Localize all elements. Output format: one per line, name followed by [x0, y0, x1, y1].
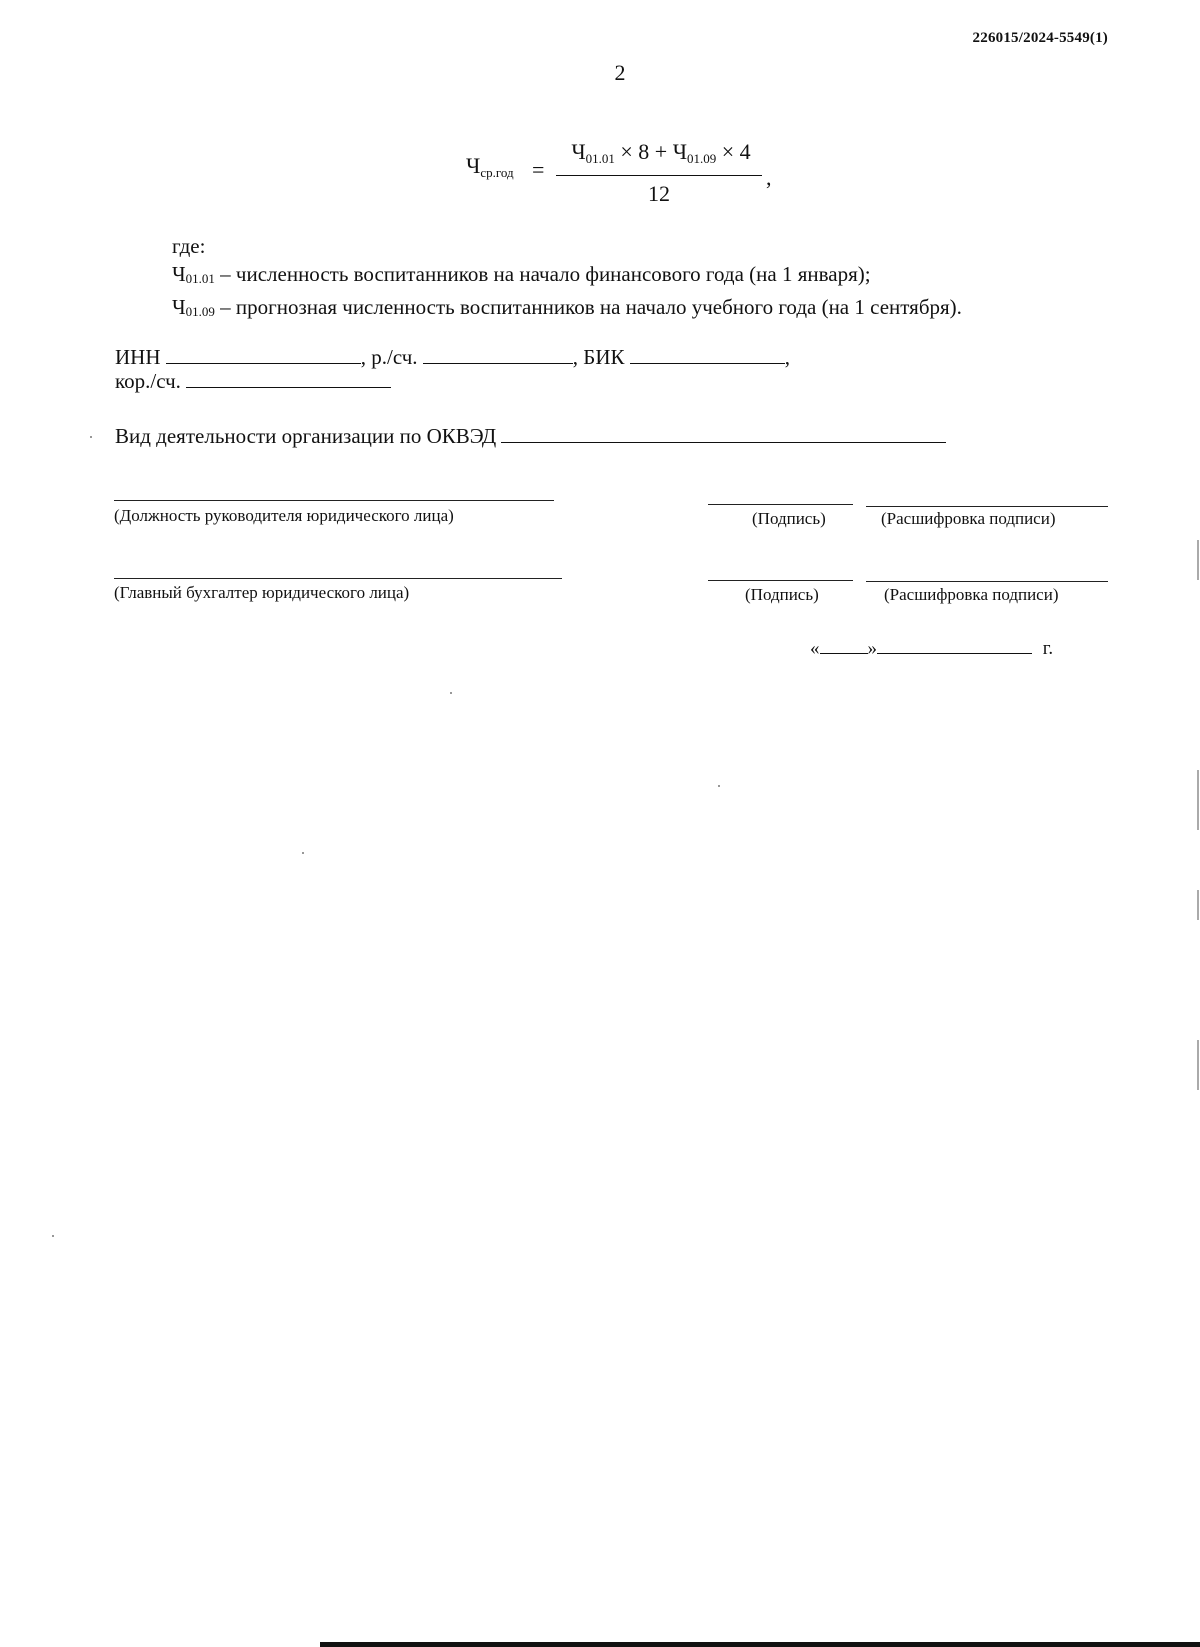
formula-num-middle: × 8 + [614, 139, 673, 164]
scan-speck [450, 692, 452, 694]
explanation-item-2 [172, 293, 962, 326]
formula-num-symbol-2: Ч [672, 139, 688, 164]
ks-field[interactable] [186, 369, 391, 388]
formula-fraction-bar [556, 175, 762, 176]
formula-numerator [556, 139, 766, 167]
requisites-line-2 [115, 369, 790, 393]
explanation-item-1-symbol: Ч [172, 262, 186, 286]
head-signature-line[interactable] [708, 504, 853, 505]
scan-speck [90, 436, 92, 438]
date-month-field[interactable] [877, 637, 1032, 654]
date-close-quote: » [867, 638, 877, 659]
accountant-decoding-line[interactable] [866, 581, 1108, 582]
explanation-item-1 [172, 260, 962, 293]
inn-field[interactable] [166, 345, 361, 364]
scan-bottom-edge [0, 1640, 1200, 1647]
scan-right-edge-marks [1194, 0, 1200, 1647]
document-id: 226015/2024-5549(1) [972, 30, 1108, 46]
formula-num-symbol-1: Ч [571, 139, 586, 164]
accountant-caption: (Главный бухгалтер юридического лица) [114, 583, 410, 602]
rs-field[interactable] [423, 345, 573, 364]
bik-label: , БИК [572, 345, 625, 369]
accountant-line[interactable] [114, 578, 562, 579]
head-decoding-caption: (Расшифровка подписи) [881, 509, 1056, 528]
formula-num-subscript-2: 01.09 [687, 151, 717, 166]
date-year-suffix: г. [1042, 638, 1054, 659]
requisites-line-1 [115, 345, 790, 369]
explanation-item-1-text: – численность воспитанников на начало финансового года (на 1 января); [214, 262, 871, 286]
formula-denominator: 12 [648, 181, 670, 206]
inn-label: ИНН [115, 345, 161, 369]
accountant-signature-line[interactable] [708, 580, 853, 581]
formula-lhs-subscript: ср.год [480, 165, 514, 180]
ks-label: кор./сч. [115, 369, 181, 393]
formula-trailing-comma: , [766, 165, 772, 190]
formula-num-tail: × 4 [716, 139, 751, 164]
explanation-intro: где: [172, 234, 206, 258]
rs-label: , р./сч. [360, 345, 418, 369]
head-position-line[interactable] [114, 500, 554, 501]
explanation-item-2-text: – прогнозная численность воспитанников на начало учебного года (на 1 сентября). [214, 295, 962, 319]
date-row [810, 637, 1053, 660]
okved-field[interactable] [501, 424, 946, 443]
bik-field[interactable] [630, 345, 785, 364]
head-decoding-line[interactable] [866, 506, 1108, 507]
requisites-line-end: , [784, 345, 791, 369]
okved-row [115, 424, 946, 449]
scan-speck [52, 1235, 54, 1237]
explanation-item-1-subscript: 01.01 [185, 271, 215, 286]
date-open-quote: « [810, 638, 820, 659]
scan-speck [302, 852, 304, 854]
okved-label: Вид деятельности организации по ОКВЭД [115, 424, 497, 448]
formula-equals: = [532, 157, 545, 182]
head-signature-caption: (Подпись) [752, 509, 826, 528]
accountant-signature-caption: (Подпись) [745, 585, 819, 604]
date-day-field[interactable] [820, 637, 868, 654]
page-number: 2 [614, 60, 626, 85]
bank-requisites [115, 345, 790, 393]
accountant-decoding-caption: (Расшифровка подписи) [884, 585, 1059, 604]
scan-speck [718, 785, 720, 787]
formula-explanation [172, 232, 962, 326]
head-position-caption: (Должность руководителя юридического лица) [114, 506, 454, 525]
formula-lhs-symbol: Ч [466, 153, 481, 178]
explanation-item-2-symbol: Ч [172, 295, 186, 319]
formula-num-subscript-1: 01.01 [585, 151, 615, 166]
explanation-item-2-subscript: 01.09 [185, 304, 215, 319]
